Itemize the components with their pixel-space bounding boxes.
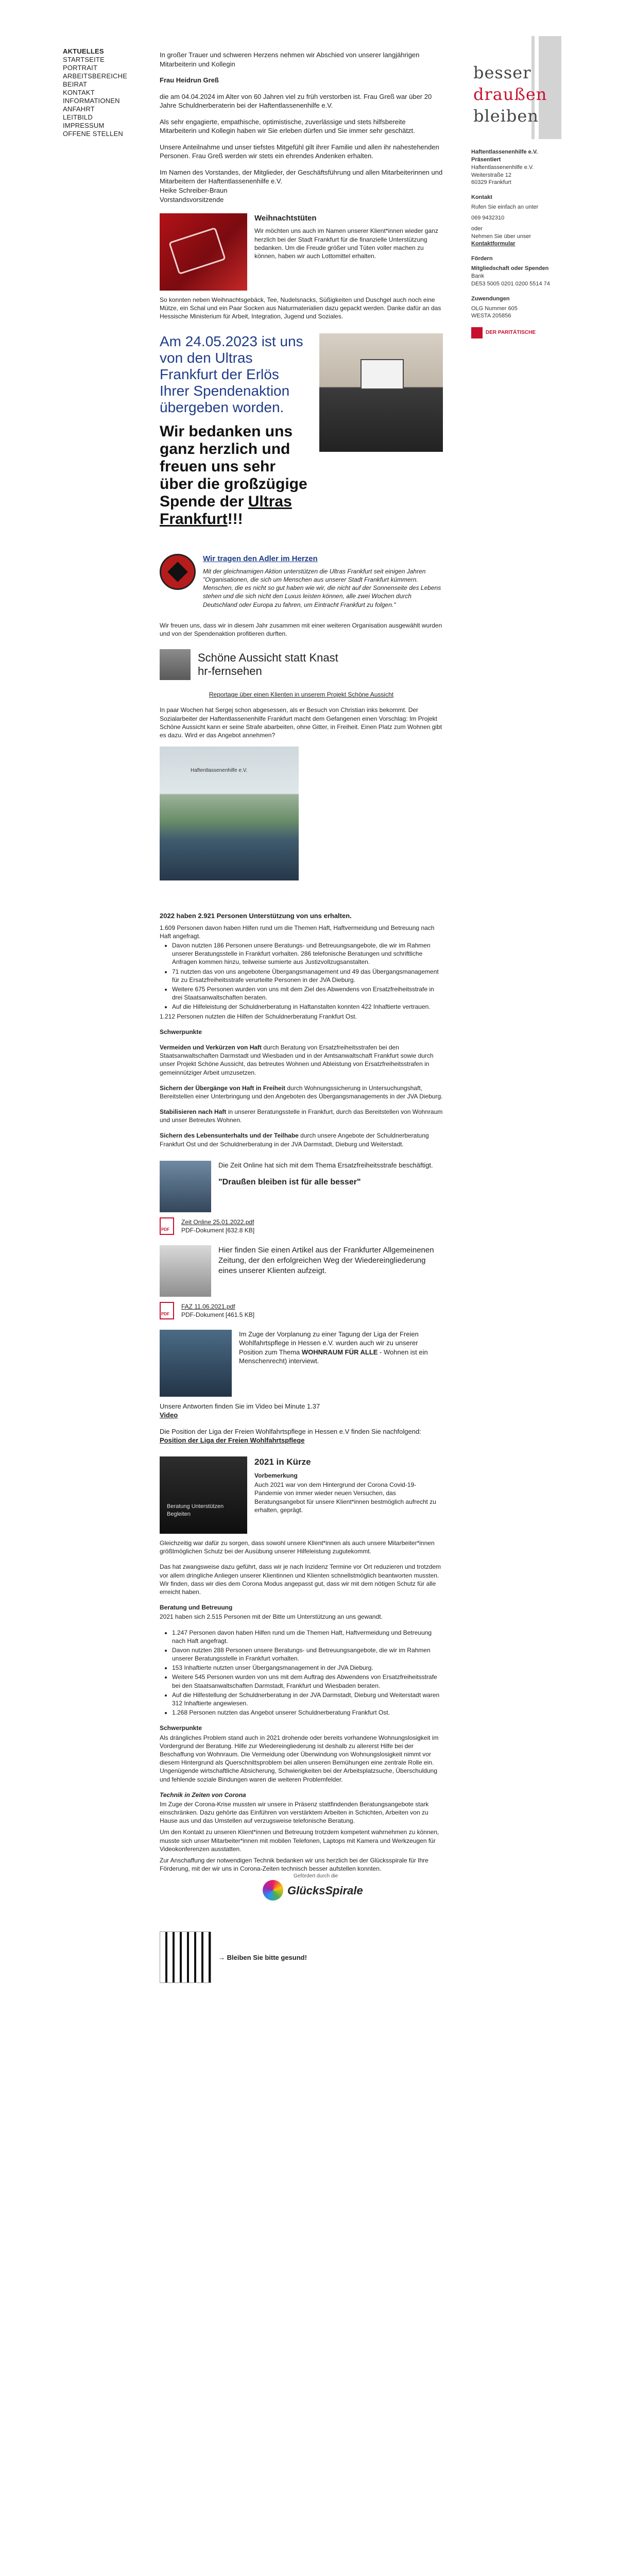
- zeit-pdf-size: PDF-Dokument [632.8 KB]: [181, 1226, 255, 1234]
- project-landscape-image: [160, 747, 299, 880]
- adler-row: [160, 554, 443, 616]
- faz-pdf-size: PDF-Dokument [461.5 KB]: [181, 1311, 255, 1318]
- obituary-name: Frau Heidrun Greß: [160, 76, 219, 84]
- ultras-thanks-text: Wir bedanken uns ganz herzlich und freuen uns sehr über die großzügige Spende der: [160, 422, 307, 510]
- faz-pdf[interactable]: [160, 1302, 443, 1319]
- ultras-section: [160, 333, 443, 535]
- obituary-p5: Im Namen des Vorstandes, der Mitglieder, der Geschäftsführung und allen Mitarbeiterinnen und Mitarbeitern der Haftentlassenenhilfe e.V.: [160, 168, 443, 185]
- year-2022-title: 2022 haben 2.921 Personen Unterstützung von uns erhalten.: [160, 912, 352, 920]
- obituary-sign-name: Heike Schreiber-Braun: [160, 187, 228, 195]
- kurz-2021-schwerpunkte-text: Als drängliches Problem stand auch in 2021 drohende oder bereits vorhandene Wohnungslosigkeit im Vordergrund der Beratung. Hilfe zur Wiedereingliederung ist deshalb zu allererst Hilfe bei der Beschaffung von Wohnraum. Die Vermeidung oder Überwindung von Wohnungslosigkeit nimmt vor diesem Hintergrund als Querschnittsproblem bei allen unseren Bemühungen eine zentrale Rolle ein. Ungenügende wirtschaftliche Absicherung, Schwierigkeiten bei der Arbeitsplatzsuche, Überschuldung und fehlende soziale Bindungen waren die weiteren Problemfelder.: [160, 1734, 439, 1783]
- nav-impressum[interactable]: IMPRESSUM: [63, 122, 105, 129]
- piano-row: [160, 1931, 443, 1983]
- kurz-2021-item: • Auf die Hilfestellung der Schuldnerberatung in der JVA Darmstadt, Dieburg und Weiterstadt waren 312 Inhaftierte angewiesen.: [172, 1691, 443, 1707]
- donation-handover-photo: [319, 333, 443, 452]
- pdf-icon: [160, 1217, 174, 1235]
- year-2022-schwerpunkte-heading: Schwerpunkte: [160, 1028, 202, 1036]
- xmas-text: Wir möchten uns auch im Namen unserer Klient*innen wieder ganz herzlich bei der Stadt Frankfurt für die finanzielle Unterstützung bedanken. Um die Freude größer und Tüten voller machen zu können, haben wir auch Lottomittel erhalten.: [254, 227, 438, 260]
- adler-text-col: [203, 554, 443, 616]
- zeit-text: Die Zeit Online hat sich mit dem Thema Ersatzfreiheitsstrafe beschäftigt.: [218, 1161, 433, 1169]
- vorbemerkung-text: Auch 2021 war von dem Hintergrund der Corona Covid-19-Pandemie von immer wieder neuen Versuchen, das Beratungsangebot für unsere Klient*innen bestmöglich aufrecht zu erhalten, geprägt.: [254, 1481, 436, 1514]
- obituary-section: [160, 50, 443, 204]
- zuwendungen-block: [471, 295, 574, 320]
- knast-titles: [198, 651, 338, 678]
- xmas-bags-image: [160, 213, 247, 291]
- technik-text1: Im Zuge der Corona-Krise mussten wir unsere in Präsenz stattfindenden Beratungsangebote stark einschränken. Dazu gehörte das Einführen von verstärktem Arbeiten in Schichten, Arbeiten von zu Hause aus und das Umstellen auf verzugsweise telefonische Beratung.: [160, 1800, 429, 1825]
- org-address: [471, 148, 574, 187]
- faz-section: [160, 1245, 443, 1319]
- liga-text-c: - Wohnen ist ein Menschenrecht) interviewt.: [239, 1348, 428, 1365]
- liga-text: [239, 1330, 443, 1389]
- zeit-pdf-link[interactable]: Zeit Online 25.01.2022.pdf: [181, 1218, 254, 1226]
- sp-text: durch Wohnungssicherung in Untersuchungshaft, Bereitstellen einer Unterbringung und den Angeboten des Übergangsmanagements in der JVA Dieburg.: [160, 1084, 443, 1100]
- sp-bold: Stabilisieren nach Haft: [160, 1108, 227, 1116]
- nav-informationen[interactable]: INFORMATIONEN: [63, 97, 120, 105]
- vorbemerkung-heading: Vorbemerkung: [254, 1471, 298, 1479]
- nav-leitbild[interactable]: LEITBILD: [63, 113, 93, 121]
- nav-startseite[interactable]: STARTSEITE: [63, 56, 105, 63]
- year-2022-sp1: [160, 1043, 443, 1077]
- foerdern-bank: Bank: [471, 273, 485, 279]
- main-nav: [63, 47, 145, 138]
- nav-beirat[interactable]: BEIRAT: [63, 80, 88, 88]
- zuwendungen-line2: WESTA 205856: [471, 313, 511, 319]
- kurz-2021-item: • 153 Inhaftierte nutzten unser Übergangsmanagement in der JVA Dieburg.: [172, 1664, 443, 1672]
- kurz-2021-schwerpunkte-heading: Schwerpunkte: [160, 1724, 202, 1732]
- zeit-image: [160, 1161, 211, 1212]
- nav-kontakt[interactable]: KONTAKT: [63, 89, 95, 96]
- liga-position-text: Die Position der Liga der Freien Wohlfahrtspflege in Hessen e.V finden Sie nachfolgend:: [160, 1427, 421, 1435]
- foerdern-iban: DE53 5005 0201 0200 5514 74: [471, 280, 550, 287]
- org-line2: Präsentiert: [471, 156, 501, 163]
- adler-p2: Wir freuen uns, dass wir in diesem Jahr zusammen mit einer weiteren Organisation ausgewählt wurden und von der Spendenaktion profitieren durften.: [160, 621, 442, 638]
- year-2022-section: [160, 911, 443, 1148]
- zeit-quote: "Draußen bleiben ist für alle besser": [218, 1178, 361, 1187]
- year-2022-list: [172, 941, 443, 1011]
- nav-aktuelles[interactable]: AKTUELLES: [63, 47, 104, 55]
- liga-image: [160, 1330, 232, 1397]
- main-content: [160, 50, 443, 1988]
- beratung-text: 2021 haben sich 2.515 Personen mit der Bitte um Unterstützung an uns gewandt.: [160, 1613, 383, 1621]
- zeit-row: [160, 1161, 443, 1212]
- faz-pdf-meta: [181, 1302, 254, 1319]
- kurz-2021-item: • 1.268 Personen nutzten das Angebot unserer Schuldnerberatung Frankfurt Ost.: [172, 1708, 443, 1717]
- nav-arbeitsbereiche[interactable]: ARBEITSBEREICHE: [63, 72, 128, 80]
- nav-offene-stellen[interactable]: OFFENE STELLEN: [63, 130, 123, 138]
- xmas-text-col: [254, 213, 443, 291]
- liga-section: [160, 1330, 443, 1445]
- liga-position-link[interactable]: Position der Liga der Freien Wohlfahrtspflege: [160, 1436, 305, 1445]
- liga-video-hint: Unsere Antworten finden Sie im Video bei Minute 1.37: [160, 1402, 320, 1410]
- year-2022-sp3: [160, 1108, 443, 1124]
- paritaet-icon: [471, 327, 483, 338]
- sp-text: in unserer Beratungsstelle in Frankfurt, durch das Bereitstellen von Wohnraum und unser Betreutes Wohnen.: [160, 1108, 443, 1124]
- org-street: Weiterstraße 12: [471, 172, 512, 178]
- xmas-text2: So konnten neben Weihnachtsgebäck, Tee, Nudelsnacks, Süßigkeiten und Duschgel auch noch eine Mütze, ein Schal und ein Paar Socken aus Naturmaterialien dazu gepackt werden. Danke dafür an das Hessische Ministerium für Arbeit, Integration, Jugend und Soziales.: [160, 296, 441, 320]
- contact-mail-line: Nehmen Sie über unser: [471, 233, 531, 240]
- logo-word-draussen: draußen: [473, 84, 547, 104]
- year-2022-sp4: [160, 1131, 443, 1148]
- technik-heading: Technik in Zeiten von Corona: [160, 1791, 246, 1799]
- obituary-p3: Als sehr engagierte, empathische, optimistische, zuverlässige und stets hilfsbereite Mitarbeiterin und Kollegin haben wir Sie erleben dürfen und Sie immer sehr geschätzt.: [160, 117, 415, 135]
- logo-word-bleiben: bleiben: [473, 106, 539, 126]
- gluecksspirale-name: GlücksSpirale: [287, 1884, 363, 1897]
- xmas-section: [160, 213, 443, 321]
- kurz-2021-section: [160, 1456, 443, 1983]
- logo-word-besser: besser: [473, 63, 531, 82]
- stay-healthy-text: [218, 1953, 307, 1962]
- knast-report-link[interactable]: Reportage über einen Klienten in unserem Projekt Schöne Aussicht: [209, 691, 394, 699]
- nav-portrait[interactable]: PORTRAIT: [63, 64, 98, 72]
- kurz-2021-row: [160, 1456, 443, 1534]
- contact-block: [471, 194, 574, 248]
- zeit-pdf[interactable]: [160, 1217, 443, 1235]
- kurz-2021-item: • Weitere 545 Personen wurden von uns mit dem Auftrag des Abwendens von Ersatzfreiheitsstrafe bei den Staatsanwaltschaften Darmstadt, Frankfurt und Wiesbaden beraten.: [172, 1673, 443, 1689]
- kurz-2021-text-col: [254, 1456, 443, 1534]
- xmas-row: [160, 213, 443, 291]
- adler-title: Wir tragen den Adler im Herzen: [203, 554, 318, 563]
- zeit-pdf-meta: [181, 1218, 254, 1234]
- knast-thumbnail: [160, 649, 191, 680]
- year-2022-tail: 1.212 Personen nutzten die Hilfen der Schuldnerberatung Frankfurt Ost.: [160, 1012, 357, 1020]
- beratung-image: [160, 1456, 247, 1534]
- right-sidebar: [471, 36, 574, 338]
- contact-line: Rufen Sie einfach an unter: [471, 204, 539, 211]
- ultras-thanks: [160, 423, 312, 528]
- zeit-section: [160, 1161, 443, 1235]
- zuwendungen-heading: Zuwendungen: [471, 295, 510, 302]
- obituary-p2: die am 04.04.2024 im Alter von 60 Jahren viel zu früh verstorben ist. Frau Greß war über 20 Jahre Schuldnerberaterin bei der Haftentlassenenhilfe e.V.: [160, 92, 432, 110]
- piano-image: [160, 1931, 211, 1983]
- liga-text-b: WOHNRAUM FÜR ALLE: [301, 1348, 378, 1356]
- paritaet-logo[interactable]: [471, 327, 574, 338]
- sp-bold: Vermeiden und Verkürzen von Haft: [160, 1043, 262, 1051]
- obituary-sign-role: Vorstandsvorsitzende: [160, 195, 224, 204]
- kurz-2021-item: • Davon nutzten 288 Personen unsere Beratungs- und Betreuungsangebote, die wir im Rahmen unserer Beratungsstelle in Frankfurt vorhalten.: [172, 1646, 443, 1663]
- ultras-row: [160, 333, 443, 535]
- sp-text: durch Beratung von Ersatzfreiheitsstrafen bei den Staatsanwaltschaften Darmstadt und Wiesbaden und in der Amtsanwaltschaft Frankfurt sowie durch unser Projekt Schöne Aussicht, das betreutes Wohnen und Ableistung von Ersatzfreiheitsstrafen in gemeinnütziger Arbeit umzusetzen.: [160, 1043, 434, 1076]
- stay-healthy-label: Bleiben Sie bitte gesund!: [227, 1953, 307, 1961]
- pdf-icon: [160, 1302, 174, 1319]
- foerdern-block: [471, 255, 574, 287]
- adler-p1: Mit der gleichnamigen Aktion unterstützen die Ultras Frankfurt seit einigen Jahren "Organisationen, die sich um Menschen aus unserer Stadt Frankfurt kümmern. Menschen, die es nicht so gut haben wie wir, die nicht auf der Sonnenseite des Lebens stehen und die sich nicht den Luxus leisten können, alle zwei Wochen durch Deutschland oder Europa zu fahren, um Eintracht Frankfurt zu folgen.": [203, 567, 441, 608]
- zeit-text-col: [218, 1161, 443, 1212]
- faz-image: [160, 1245, 211, 1297]
- gluecksspirale-logo[interactable]: [263, 1873, 443, 1901]
- year-2022-lead: 1.609 Personen davon haben Hilfen rund um die Themen Haft, Haftvermeidung und Betreuung nach Haft angefragt.: [160, 924, 435, 940]
- ultras-link[interactable]: Ultras Frankfurt: [160, 493, 292, 528]
- beratung-image-text2: Begleiten: [167, 1511, 191, 1517]
- liga-row: [160, 1330, 443, 1397]
- faz-row: [160, 1245, 443, 1297]
- contact-oder: oder: [471, 225, 483, 232]
- foerdern-heading: Fördern: [471, 256, 493, 262]
- beratung-heading: Beratung und Betreuung: [160, 1604, 233, 1612]
- foerdern-line: Mitgliedschaft oder Spenden: [471, 265, 549, 272]
- faz-pdf-link[interactable]: FAZ 11.06.2021.pdf: [181, 1302, 235, 1310]
- year-2022-item: • Davon nutzten 186 Personen unsere Beratungs- und Betreuungsangebote, die wir im Rahmen unserer Beratungsstelle in Frankfurt vorhalten. 286 telefonische Beratungen und schriftliche Anfragen kommen hinzu, teilweise sumierte aus Justizvollzugsanstalten.: [172, 941, 443, 967]
- obituary-intro: In großer Trauer und schweren Herzens nehmen wir Abschied von unserer langjährigen Mitarbeiterin und Kollegin: [160, 51, 420, 68]
- contact-phone[interactable]: 069 9432310: [471, 214, 505, 221]
- knast-title: Schöne Aussicht statt Knast: [198, 651, 338, 665]
- knast-text: In paar Wochen hat Sergej schon abgesessen, als er Besuch von Christian inks bekommt. Der Sozialarbeiter der Haftentlassenenhilfe Frankfurt macht dem Gefangenen einen Vorschlag: Im Projekt Schöne Aussicht kann er seine Strafe abarbeiten, ohne Gitter, in Freiheit. Einen Platz zum Wohnen gibt es dazu. Wird er das Angebot annehmen?: [160, 706, 442, 739]
- ultras-text-col: [160, 333, 312, 535]
- liga-text-a: Im Zuge der Vorplanung zu einer Tagung der Liga der Freien Wohlfahrtspflege in Hessen e.V. wurden auch wir zu unserer Position zum Thema: [239, 1330, 419, 1356]
- ultras-thanks-end: !!!: [227, 510, 243, 528]
- site-logo[interactable]: [471, 36, 561, 139]
- paritaet-label: DER PARITÄTISCHE: [486, 330, 536, 336]
- kurz-2021-vb2: Gleichzeitig war dafür zu sorgen, dass sowohl unsere Klient*innen als auch unsere Mitarbeiter*innen größtmöglichen Schutz bei der Ausübung unserer Hilfeleistung zugutekommt.: [160, 1539, 435, 1555]
- adler-section: [160, 554, 443, 638]
- year-2022-item: • Auf die Hilfeleistung der Schuldnerberatung in Haftanstalten konnten 422 Inhaftierte vertrauen.: [172, 1003, 443, 1011]
- sp-bold: Sichern des Lebensunterhalts und der Teilhabe: [160, 1132, 299, 1140]
- year-2022-item: • 71 nutzten das von uns angebotene Übergangsmanagement und 49 das Übergangsmanagement für zu Ersatzfreiheitsstrafe verurteilte Personen in der JVA Dieburg.: [172, 968, 443, 984]
- faz-text: Hier finden Sie einen Artikel aus der Frankfurter Allgemeinenen Zeitung, der den erfolgreichen Weg der Wiedereingliederung eines unserer Klienten aufzeigt.: [218, 1245, 434, 1276]
- ultras-intro: Am 24.05.2023 ist uns von den Ultras Frankfurt der Erlös Ihrer Spendenaktion übergeben worden.: [160, 333, 303, 415]
- technik-text3: Zur Anschaffung der notwendigen Technik bedanken wir uns herzlich bei der Glücksspirale für Ihre Förderung, mit der wir uns in Corona-Zeiten technisch besser aufstellen konnten.: [160, 1857, 428, 1873]
- arrow-right-icon: →: [218, 1953, 227, 1961]
- year-2022-item: • Weitere 675 Personen wurden von uns mit dem Ziel des Abwendens von Ersatzfreiheitsstrafe in drei Staatsanwaltschaften beraten.: [172, 985, 443, 1002]
- landscape-caption: Haftentlassenenhilfe e.V.: [191, 768, 248, 774]
- gluecksspirale-sub: Gefördert durch die: [294, 1873, 338, 1879]
- kurz-2021-vb3: Das hat zwangsweise dazu geführt, dass wir je nach Inzidenz Termine vor Ort reduzieren und trotzdem vor allem dringliche Anliegen unserer Klientinnen und Klienten schnellstmöglich beantworten mussten. Wir finden, dass wir dies dem Corona Modus angepasst gut, dass wir mit dem nötigen Schutz für alle erreicht haben.: [160, 1563, 441, 1596]
- contact-form-link[interactable]: Kontaktformular: [471, 241, 516, 247]
- sp-bold: Sichern der Übergänge von Haft in Freiheit: [160, 1084, 286, 1092]
- org-name: Haftentlassenenhilfe e.V.: [471, 164, 534, 171]
- kurz-2021-title: 2021 in Kürze: [254, 1457, 311, 1467]
- xmas-title: Weihnachtstüten: [254, 214, 317, 223]
- org-city: 60329 Frankfurt: [471, 179, 511, 186]
- knast-section: [160, 649, 443, 880]
- obituary-p4: Unsere Anteilnahme und unser tiefstes Mitgefühl gilt ihrer Familie und allen ihr nahestehenden Personen. Frau Greß werden wir stets ein ehrendes Andenken erhalten.: [160, 143, 439, 160]
- contact-heading: Kontakt: [471, 194, 492, 201]
- year-2022-sp2: [160, 1084, 443, 1100]
- liga-video-link[interactable]: Video: [160, 1411, 178, 1419]
- kurz-2021-item: • 1.247 Personen davon haben Hilfen rund um die Themen Haft, Haftvermeidung und Betreuung nach Haft angefragt.: [172, 1629, 443, 1645]
- technik-text2: Um den Kontakt zu unseren Klient*innen und Betreuung trotzdem kompetent wahrnehmen zu können, musste sich unser Mitarbeiter*innen mit mobilen Telefonen, Laptops mit Kamera und Werkzeugen für Videokonferenzen ausstatten.: [160, 1828, 439, 1853]
- eagle-logo-icon: [160, 554, 196, 590]
- sp-text: durch unsere Angebote der Schuldnerberatung Frankfurt Ost und der Schuldnerberatung in der JVA Darmstadt, Dieburg und Weiterstadt.: [160, 1132, 429, 1148]
- org-line1: Haftentlassenenhilfe e.V.: [471, 149, 538, 155]
- knast-subtitle: hr-fernsehen: [198, 665, 262, 678]
- kurz-2021-list: [172, 1629, 443, 1717]
- knast-row: [160, 649, 443, 680]
- nav-anfahrt[interactable]: ANFAHRT: [63, 105, 95, 113]
- beratung-image-text1: Beratung Unterstützen: [167, 1503, 224, 1510]
- zuwendungen-line1: OLG Nummer 605: [471, 305, 518, 312]
- spiral-icon: [263, 1880, 283, 1901]
